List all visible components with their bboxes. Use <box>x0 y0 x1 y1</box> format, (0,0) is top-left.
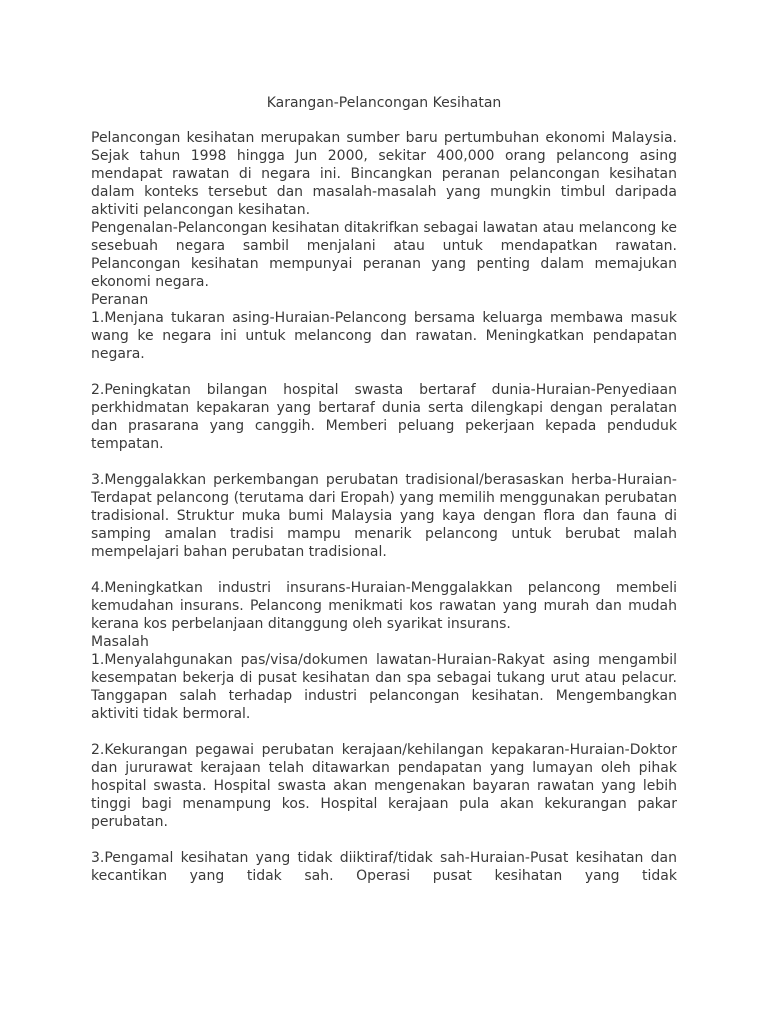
peranan-heading: Peranan <box>91 292 149 308</box>
document-body <box>91 94 677 885</box>
peranan-item-1: 1.Menjana tukaran asing-Huraian-Pelancong bersama keluarga membawa masuk wang ke negara ini untuk melancong dan rawatan. Meningkatkan pendapatan negara. <box>91 310 677 362</box>
document-title: Karangan-Pelancongan Kesihatan <box>266 95 502 111</box>
masalah-item-1: 1.Menyalahgunakan pas/visa/dokumen lawatan-Huraian-Rakyat asing mengambil kesempatan bekerja di pusat kesihatan dan spa sebagai tukang urut atau pelacur. Tanggapan salah terhadap industri pelancongan kesihatan. Mengembangkan aktiviti tidak bermoral. <box>91 652 677 722</box>
introduction-paragraph: Pengenalan-Pelancongan kesihatan ditakrifkan sebagai lawatan atau melancong ke sesebuah negara sambil menjalani atau untuk mendapatkan rawatan. Pelancongan kesihatan mempunyai peranan yang penting dalam memajukan ekonomi negara. <box>91 220 677 290</box>
peranan-item-3: 3.Menggalakkan perkembangan perubatan tradisional/berasaskan herba-Huraian-Terdapat pelancong (terutama dari Eropah) yang memilih menggunakan perubatan tradisional. Struktur muka bumi Malaysia yang kaya dengan flora dan fauna di samping amalan tradisi mampu menarik pelancong untuk berubat malah mempelajari bahan perubatan tradisional. <box>91 472 677 560</box>
masalah-item-3: 3.Pengamal kesihatan yang tidak diiktiraf/tidak sah-Huraian-Pusat kesihatan dan kecantikan yang tidak sah. Operasi pusat kesihatan yang tidak <box>91 850 677 884</box>
masalah-heading: Masalah <box>91 634 149 650</box>
peranan-item-2: 2.Peningkatan bilangan hospital swasta bertaraf dunia-Huraian-Penyediaan perkhidmatan kepakaran yang bertaraf dunia serta dilengkapi dengan peralatan dan prasarana yang canggih. Memberi peluang pekerjaan kepada penduduk tempatan. <box>91 382 677 452</box>
intro-paragraph: Pelancongan kesihatan merupakan sumber baru pertumbuhan ekonomi Malaysia. Sejak tahun 1998 hingga Jun 2000, sekitar 400,000 orang pelancong asing mendapat rawatan di negara ini. Bincangkan peranan pelancongan kesihatan dalam konteks tersebut dan masalah-masalah yang mungkin timbul daripada aktiviti pelancongan kesihatan. <box>91 130 677 218</box>
peranan-item-4: 4.Meningkatkan industri insurans-Huraian-Menggalakkan pelancong membeli kemudahan insurans. Pelancong menikmati kos rawatan yang murah dan mudah kerana kos perbelanjaan ditanggung oleh syarikat insurans. <box>91 580 677 632</box>
masalah-item-2: 2.Kekurangan pegawai perubatan kerajaan/kehilangan kepakaran-Huraian-Doktor dan jururawat kerajaan telah ditawarkan pendapatan yang lumayan oleh pihak hospital swasta. Hospital swasta akan mengenakan bayaran rawatan yang lebih tinggi bagi menampung kos. Hospital kerajaan pula akan kekurangan pakar perubatan. <box>91 742 677 830</box>
